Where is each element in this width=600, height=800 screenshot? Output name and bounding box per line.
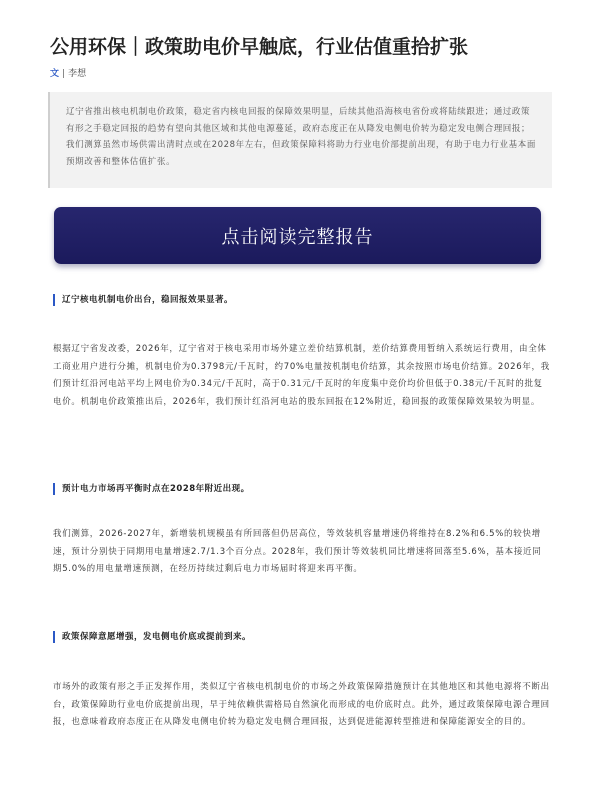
section-heading-policy-support: 政策保障意愿增强，发电侧电价底或提前到来。 [53, 631, 251, 643]
page-title: 公用环保｜政策助电价早触底，行业估值重拾扩张 [50, 36, 469, 58]
byline-separator: | [62, 69, 66, 79]
byline-prefix: 文 [50, 69, 60, 79]
author-name: 李想 [68, 69, 87, 79]
section-body-nuclear-price: 根据辽宁省发改委，2026年，辽宁省对于核电采用市场外建立差价结算机制，差价结算费用暂纳入系统运行费用，由全体工商业用户进行分摊，机制电价为0.3798元/千瓦时，约70%电量按机制电价结算，其余按照市场电价结算。2026年，我们预计红沿河电站平均上网电价为0.34元/千瓦时，高于0.31元/千瓦时的年度集中竞价均价但低于0.38元/千瓦时的批复电价。机制电价政策推出后，2026年，我们预计红沿河电站的股东回报在12%附近，稳回报的政策保障效果较为明显。 [53, 344, 550, 407]
read-full-report-label: 点击阅读完整报告 [221, 226, 374, 248]
summary-box [48, 92, 552, 188]
section-body-market-rebalance: 我们测算，2026-2027年，新增装机规模虽有所回落但仍居高位，等效装机容量增速仍将维持在8.2%和6.5%的较快增速，预计分别快于同期用电量增速2.7/1.3个百分点。2028年，我们预计等效装机同比增速将回落至5.6%，基本接近同期5.0%的用电量增速预测，在经历持续过剩后电力市场届时将迎来再平衡。 [53, 529, 542, 574]
summary-text: 辽宁省推出核电机制电价政策，稳定省内核电回报的保障效果明显，后续其他沿海核电省份或将陆续跟进；通过政策有形之手稳定回报的趋势有望向其他区域和其他电源蔓延，政府态度正在从降发电侧电价转为稳定发电侧合理回报；我们测算虽然市场供需出清时点或在2028年左右，但政策保障料将助力行业电价部提前出现，有助于电力行业基本面预期改善和整体估值扩张。 [66, 107, 536, 167]
read-full-report-button[interactable] [54, 207, 541, 264]
byline [50, 68, 86, 80]
section-body-policy-support: 市场外的政策有形之手正发挥作用，类似辽宁省核电机制电价的市场之外政策保障措施预计在其他地区和其他电源将不断出台，政策保障助行业电价底提前出现，早于纯依赖供需格局自然演化而形成的电价底时点。此外，通过政策保障电源合理回报，也意味着政府态度正在从降发电侧电价转为稳定发电侧合理回报，达到促进能源转型推进和保障能源安全的目的。 [53, 682, 550, 727]
section-heading-market-rebalance: 预计电力市场再平衡时点在2028年附近出现。 [53, 483, 250, 495]
section-heading-nuclear-price: 辽宁核电机制电价出台，稳回报效果显著。 [53, 294, 233, 306]
